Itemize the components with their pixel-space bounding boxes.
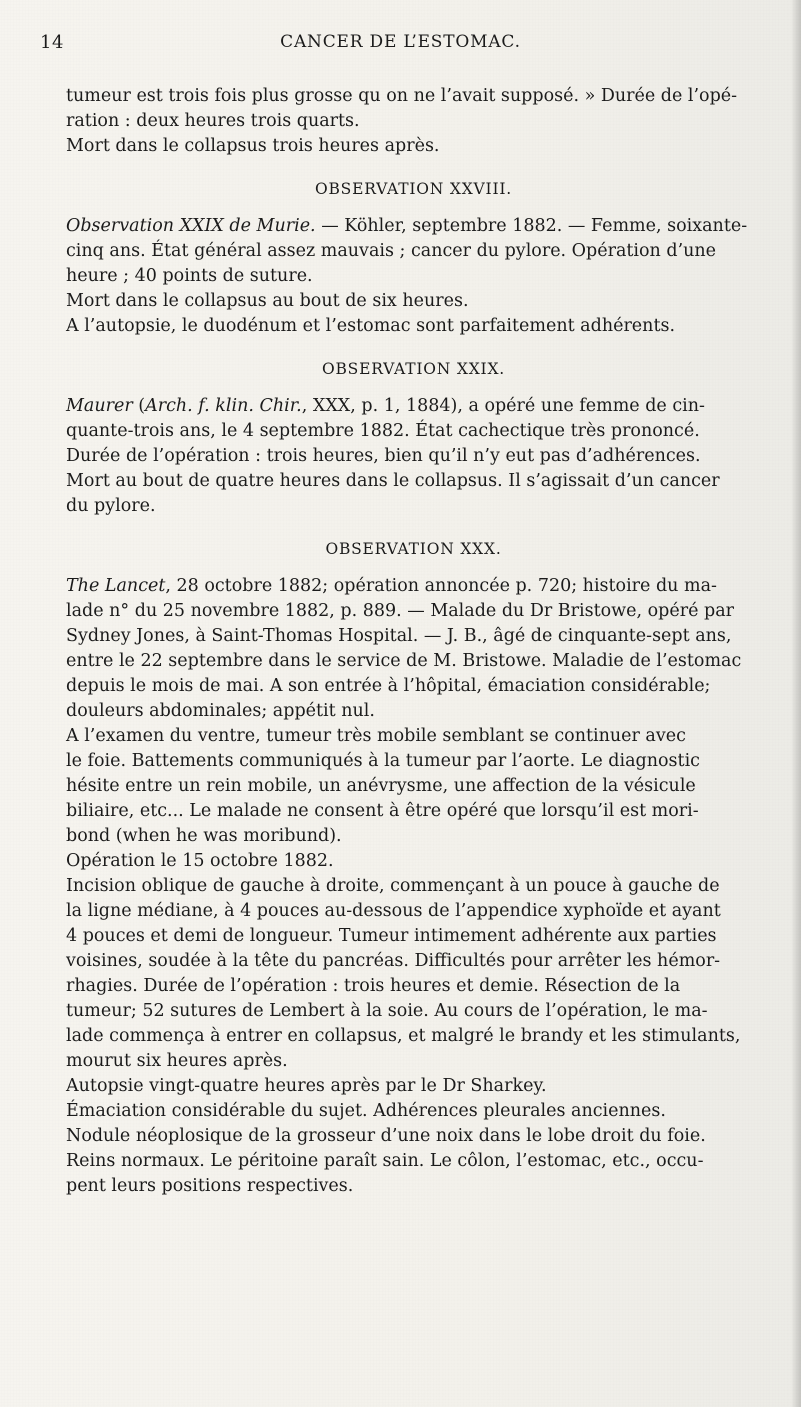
obs30-line-17: rhagies. Durée de l’opération : trois heures et demie. Résection de la [66,976,681,996]
obs30-line-23: Nodule néoplosique de la grosseur d’une noix dans le lobe droit du foie. [66,1126,706,1146]
obs29-author: Maurer [66,396,133,416]
observation-heading-28: OBSERVATION XXVIII. [314,180,513,198]
obs30-line-2: lade n° du 25 novembre 1882, p. 889. — Malade du Dr Bristowe, opéré par [66,601,735,621]
obs29-citation-rest: , XXX, p. 1, 1884), a opéré une femme de cin- [301,396,705,416]
obs28-line-2: cinq ans. État général assez mauvais ; cancer du pylore. Opération d’une [66,241,717,261]
obs29-line-1 [66,394,761,419]
obs29-line-4: Mort au bout de quatre heures dans le collapsus. Il s’agissait d’un cancer [66,471,720,491]
page-header [0,26,801,60]
obs30-line-13: Incision oblique de gauche à droite, commençant à un pouce à gauche de [66,876,720,896]
obs30-line-16: voisines, soudée à la tête du pancréas. Difficultés pour arrêter les hémor- [66,951,721,971]
obs30-line-11: bond (when he was moribund). [66,826,342,846]
obs30-line-25: pent leurs positions respectives. [66,1176,354,1196]
obs28-line-5: A l’autopsie, le duodénum et l’estomac sont parfaitement adhérents. [66,316,676,336]
obs30-line-9: hésite entre un rein mobile, un anévrysme, une affection de la vésicule [66,776,696,796]
obs28-rest: , septembre 1882. — Femme, soixante- [401,216,748,236]
running-title: CANCER DE L’ESTOMAC. [280,32,521,52]
obs28-dash-author: — Köhler [315,216,402,236]
obs30-line-5: depuis le mois de mai. A son entrée à l’hôpital, émaciation considérable; [66,676,711,696]
obs30-line-10: biliaire, etc... Le malade ne consent à être opéré que lorsqu’il est mori- [66,801,699,821]
obs29-paren-open: ( [132,396,146,416]
obs30-line-8: le foie. Battements communiqués à la tumeur par l’aorte. Le diagnostic [66,751,700,771]
observation-heading-30: OBSERVATION XXX. [325,540,502,558]
obs29-line-2: quante-trois ans, le 4 septembre 1882. État cachectique très prononcé. [66,421,700,441]
obs30-line-1 [66,574,761,599]
obs28-source: Observation XXIX de Murie. [66,216,316,236]
obs30-line-6: douleurs abdominales; appétit nul. [66,701,375,721]
obs29-line-3: Durée de l’opération : trois heures, bien qu’il n’y eut pas d’adhérences. [66,446,701,466]
obs30-line-12: Opération le 15 octobre 1882. [66,851,334,871]
obs30-line-22: Émaciation considérable du sujet. Adhérences pleurales anciennes. [66,1101,666,1121]
intro-line-2: ration : deux heures trois quarts. [66,111,360,131]
obs30-journal: The Lancet [66,576,166,596]
obs30-line-20: mourut six heures après. [66,1051,288,1071]
obs30-line-1-rest: , 28 octobre 1882; opération annoncée p. 720; histoire du ma- [165,576,717,596]
page-body [66,84,761,1199]
intro-line-3: Mort dans le collapsus trois heures après. [66,136,440,156]
obs29-line-5: du pylore. [66,496,156,516]
intro-line-1: tumeur est trois fois plus grosse qu on ne l’avait supposé. » Durée de l’opé- [66,86,738,106]
obs30-line-21: Autopsie vingt-quatre heures après par le Dr Sharkey. [66,1076,547,1096]
obs29-journal: Arch. f. klin. Chir. [145,396,302,416]
page-edge-shadow [791,0,801,1407]
obs30-line-4: entre le 22 septembre dans le service de M. Bristowe. Maladie de l’estomac [66,651,742,671]
obs30-line-19: lade commença à entrer en collapsus, et malgré le brandy et les stimulants, [66,1026,741,1046]
obs30-line-24: Reins normaux. Le péritoine paraît sain. Le côlon, l’estomac, etc., occu- [66,1151,704,1171]
obs30-line-14: la ligne médiane, à 4 pouces au-dessous de l’appendice xyphoïde et ayant [66,901,721,921]
obs30-line-15: 4 pouces et demi de longueur. Tumeur intimement adhérente aux parties [66,926,717,946]
obs30-line-18: tumeur; 52 sutures de Lembert à la soie. Au cours de l’opération, le ma- [66,1001,708,1021]
obs28-line-3: heure ; 40 points de suture. [66,266,313,286]
obs28-line-4: Mort dans le collapsus au bout de six heures. [66,291,469,311]
obs28-line-1 [66,214,761,239]
obs30-line-3: Sydney Jones, à Saint-Thomas Hospital. — J. B., âgé de cinquante-sept ans, [66,626,732,646]
observation-heading-29: OBSERVATION XXIX. [321,360,506,378]
page-number: 14 [40,32,65,53]
obs30-line-7: A l’examen du ventre, tumeur très mobile semblant se continuer avec [66,726,686,746]
